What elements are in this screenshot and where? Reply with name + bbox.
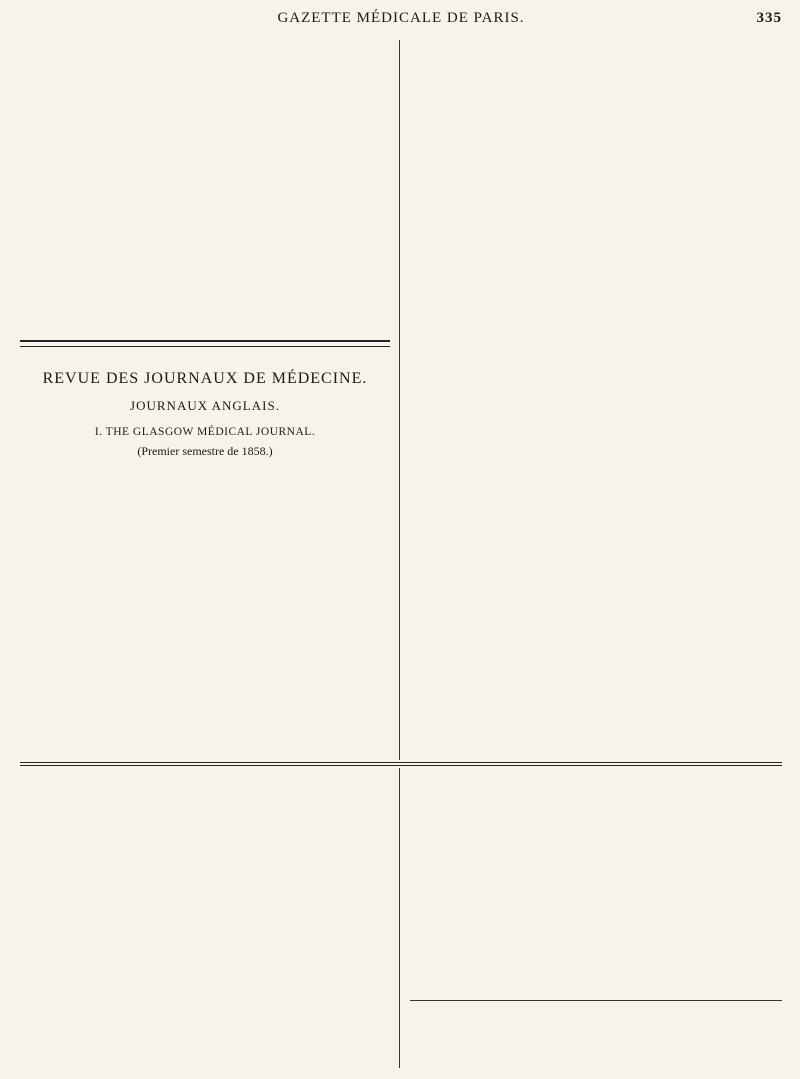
review-title: REVUE DES JOURNAUX DE MÉDECINE. bbox=[42, 370, 368, 387]
footnote-rule bbox=[410, 1000, 782, 1001]
section-divider bbox=[20, 340, 390, 347]
journal-title: GAZETTE MÉDICALE DE PARIS. bbox=[277, 10, 525, 26]
journal-name: I. THE GLASGOW MÉDICAL JOURNAL. bbox=[94, 426, 316, 438]
page-header bbox=[20, 10, 782, 32]
journal-semester: (Premier semestre de 1858.) bbox=[137, 444, 273, 458]
lower-section-rule-2 bbox=[20, 765, 782, 766]
lower-section-rule bbox=[20, 762, 782, 763]
review-subtitle: JOURNAUX ANGLAIS. bbox=[130, 398, 280, 413]
lower-column-divider bbox=[399, 768, 400, 1068]
column-divider bbox=[399, 40, 400, 760]
page-number: 335 bbox=[756, 10, 782, 26]
review-heading-block bbox=[20, 356, 390, 459]
